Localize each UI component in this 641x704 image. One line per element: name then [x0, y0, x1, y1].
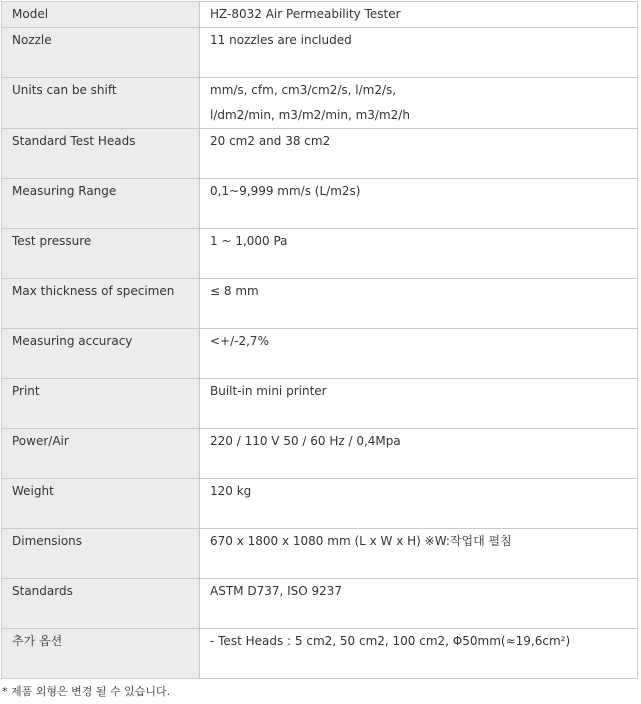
spec-row-options [2, 629, 638, 679]
spec-value [200, 579, 638, 629]
spec-value [200, 2, 638, 28]
spec-label: Standard Test Heads [2, 129, 200, 179]
spec-label: Weight [2, 479, 200, 529]
spec-value [200, 379, 638, 429]
spec-row-max-thickness [2, 279, 638, 329]
spec-value-line: 220 / 110 V 50 / 60 Hz / 0,4Mpa [210, 434, 401, 448]
spec-value [200, 78, 638, 129]
spec-value-line: 0,1~9,999 mm/s (L/m2s) [210, 184, 361, 198]
spec-label: Measuring Range [2, 179, 200, 229]
footnote: * 제품 외형은 변경 될 수 있습니다. [2, 685, 171, 698]
spec-row-test-pressure [2, 229, 638, 279]
spec-value-line: 120 kg [210, 484, 252, 498]
spec-value-line: ASTM D737, ISO 9237 [210, 584, 343, 598]
spec-row-test-heads [2, 129, 638, 179]
spec-label: Test pressure [2, 229, 200, 279]
spec-label: Nozzle [2, 28, 200, 78]
spec-label: Model [2, 2, 200, 28]
spec-row-nozzle [2, 28, 638, 78]
spec-value-line: 1 ~ 1,000 Pa [210, 234, 288, 248]
spec-value [200, 229, 638, 279]
spec-label: Standards [2, 579, 200, 629]
spec-row-accuracy [2, 329, 638, 379]
spec-value-line: - Test Heads : 5 cm2, 50 cm2, 100 cm2, Φ50mm(≈19,6cm²) [210, 634, 571, 648]
spec-row-units [2, 78, 638, 129]
spec-row-print [2, 379, 638, 429]
spec-value [200, 429, 638, 479]
spec-row-dimensions [2, 529, 638, 579]
spec-label: Dimensions [2, 529, 200, 579]
spec-value-line: mm/s, cfm, cm3/cm2/s, l/m2/s, [210, 83, 397, 97]
spec-value [200, 28, 638, 78]
spec-value [200, 329, 638, 379]
spec-value-line: ≤ 8 mm [210, 284, 259, 298]
spec-value [200, 129, 638, 179]
spec-label: Measuring accuracy [2, 329, 200, 379]
spec-label: Power/Air [2, 429, 200, 479]
spec-row-model [2, 2, 638, 28]
spec-value-line: <+/-2,7% [210, 334, 269, 348]
spec-label: 추가 옵션 [2, 629, 200, 679]
spec-value [200, 279, 638, 329]
spec-row-weight [2, 479, 638, 529]
spec-value-line: 20 cm2 and 38 cm2 [210, 134, 331, 148]
spec-value-line: 11 nozzles are included [210, 33, 352, 47]
spec-label: Print [2, 379, 200, 429]
spec-table [1, 1, 638, 679]
spec-value-line: 670 x 1800 x 1080 mm (L x W x H) ※W:작업대 펼침 [210, 534, 512, 548]
spec-row-power-air [2, 429, 638, 479]
spec-value-line: l/dm2/min, m3/m2/min, m3/m2/h [210, 108, 410, 122]
spec-value-line: Built-in mini printer [210, 384, 327, 398]
spec-value [200, 529, 638, 579]
spec-value-line: HZ-8032 Air Permeability Tester [210, 7, 401, 21]
spec-label: Units can be shift [2, 78, 200, 129]
spec-row-standards [2, 579, 638, 629]
spec-row-measuring-range [2, 179, 638, 229]
spec-value [200, 479, 638, 529]
spec-value [200, 629, 638, 679]
spec-label: Max thickness of specimen [2, 279, 200, 329]
spec-value [200, 179, 638, 229]
